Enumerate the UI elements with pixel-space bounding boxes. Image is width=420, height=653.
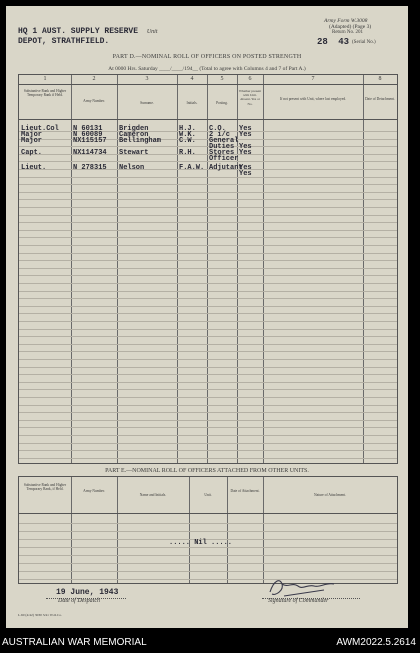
- row-rule: [19, 146, 397, 147]
- column-header-surname: Surname.: [140, 101, 154, 105]
- column-header-posting: Posting.: [216, 101, 228, 105]
- header-rule: [19, 84, 397, 85]
- cell-surname: Nelson: [119, 164, 145, 172]
- col-divider: [189, 477, 190, 583]
- cell-army-number: N 278315: [73, 164, 107, 172]
- row-rule: [19, 427, 397, 428]
- row-rule: [19, 177, 397, 178]
- row-rule: [19, 329, 397, 330]
- cell-surname: Cameron: [119, 131, 149, 139]
- e-header-attachment-nature: Nature of Attachment.: [313, 493, 347, 497]
- row-rule: [19, 547, 397, 548]
- row-rule: [19, 237, 397, 238]
- row-rule: [19, 222, 397, 223]
- e-header-name: Name and Initials.: [139, 493, 167, 497]
- row-rule: [19, 291, 397, 292]
- row-rule: [19, 313, 397, 314]
- column-header-detachment-date: Date of Detachment.: [365, 97, 395, 101]
- cell-present: Yes: [239, 131, 252, 139]
- row-rule: [19, 306, 397, 307]
- col-number: 5: [220, 76, 224, 82]
- archive-name: AUSTRALIAN WAR MEMORIAL: [2, 637, 147, 648]
- row-rule: [19, 555, 397, 556]
- row-rule: [19, 359, 397, 360]
- row-rule: [19, 382, 397, 383]
- print-note: L.60 (4/42) 3030 3/41 W.O.Co.: [18, 613, 62, 617]
- row-rule: [19, 571, 397, 572]
- part-d-subtitle: At 0000 Hrs. Saturday ____/____/194__ (Total to agree with Columns 4 and 7 of Part A.): [108, 66, 306, 72]
- col-number: 6: [248, 76, 252, 82]
- row-rule: [19, 374, 397, 375]
- row-rule: [19, 298, 397, 299]
- e-header-unit: Unit.: [204, 493, 212, 497]
- row-rule: [19, 245, 397, 246]
- part-e-title: PART E.—NOMINAL ROLL OF OFFICERS ATTACHED FROM OTHER UNITS.: [105, 468, 309, 474]
- e-header-attachment-date: Date of Attachment.: [230, 489, 260, 493]
- col-number: 7: [311, 76, 315, 82]
- form-ref-line1: Army Form W.3008: [324, 18, 368, 24]
- cell-present: Yes: [239, 125, 252, 133]
- unit-line1: [18, 27, 158, 36]
- column-header-rank: Substantive Rank and Higher Temporary Rank if Held.: [23, 89, 67, 98]
- e-header-army-number: Army Number.: [83, 489, 105, 493]
- return-number: [317, 37, 349, 47]
- col-number: 3: [145, 76, 149, 82]
- cell-surname: Bellingham: [119, 137, 162, 145]
- unit-label: Unit: [146, 29, 158, 35]
- row-rule: [19, 458, 397, 459]
- col-divider: [263, 477, 264, 583]
- nil-entry: ..... Nil .....: [169, 539, 233, 547]
- cell-initials: C.W.: [179, 137, 196, 145]
- row-rule: [19, 351, 397, 352]
- archive-caption-bar: [0, 634, 420, 653]
- part-d-table: [18, 74, 398, 464]
- header-rule: [19, 513, 397, 514]
- row-rule: [19, 531, 397, 532]
- column-header-present: Whether present with Unit. Absent. Yes or No.: [238, 89, 262, 106]
- row-rule: [19, 192, 397, 193]
- cell-present: Yes: [239, 149, 252, 157]
- row-rule: [19, 405, 397, 406]
- row-rule: [19, 215, 397, 216]
- header-rule: [19, 119, 397, 120]
- row-rule: [19, 443, 397, 444]
- row-rule: [19, 260, 397, 261]
- row-rule: [19, 450, 397, 451]
- form-ref-line2: (Adapted) (Page 3): [329, 24, 372, 30]
- row-rule: [19, 321, 397, 322]
- e-header-rank: Substantive Rank and Higher Temporary Rank, if Held.: [23, 483, 67, 492]
- cell-rank: Major: [21, 131, 43, 139]
- return-year: 43: [338, 37, 350, 47]
- row-rule: [19, 184, 397, 185]
- col-divider: [117, 477, 118, 583]
- cell-present: Yes: [239, 164, 252, 172]
- part-d-title: PART D.—NOMINAL ROLL OF OFFICERS ON POSTED STRENGTH: [112, 54, 302, 60]
- column-header-army-number: Army Number.: [83, 99, 105, 103]
- cell-posting: Stores: [209, 149, 235, 157]
- cell-initials: F.A.W.: [179, 164, 205, 172]
- column-header-last-employed: If not present with Unit, where last employed.: [279, 97, 347, 101]
- row-rule: [19, 268, 397, 269]
- row-rule: [19, 199, 397, 200]
- row-rule: [19, 336, 397, 337]
- cell-rank: Lieut.Col: [21, 125, 59, 133]
- cell-rank: Major: [21, 137, 43, 145]
- cell-posting: General: [209, 137, 239, 145]
- row-rule: [19, 412, 397, 413]
- part-e-table: [18, 476, 398, 584]
- document-sheet: [6, 6, 408, 628]
- cell-rank: Capt.: [21, 149, 43, 157]
- cell-rank: Lieut.: [21, 164, 47, 172]
- despatch-label: Date of Despatch: [58, 598, 100, 604]
- cell-posting: Adjutant: [209, 164, 243, 172]
- cell-present: Yes: [239, 170, 252, 178]
- row-rule: [19, 207, 397, 208]
- col-divider: [227, 477, 228, 583]
- row-rule: [19, 435, 397, 436]
- cell-present: Yes: [239, 143, 252, 151]
- serial-label: (Serial No.): [352, 40, 376, 45]
- cell-posting: Duties: [209, 143, 235, 151]
- row-rule: [19, 523, 397, 524]
- unit-name: HQ 1 AUST. SUPPLY RESERVE: [18, 27, 139, 36]
- return-number-value: 28: [317, 37, 328, 47]
- column-header-initials: Initials.: [186, 101, 198, 105]
- cell-posting: Officer: [209, 155, 239, 163]
- cell-surname: Brigden: [119, 125, 149, 133]
- cell-army-number: NX115157: [73, 137, 107, 145]
- despatch-date: 19 June, 1943: [56, 588, 119, 597]
- row-rule: [19, 283, 397, 284]
- archive-reference: AWM2022.5.2614: [336, 637, 416, 648]
- signature-label: Signature of Commander: [268, 598, 329, 604]
- cell-initials: H.J.: [179, 125, 196, 133]
- col-number: 1: [43, 76, 47, 82]
- cell-surname: Stewart: [119, 149, 149, 157]
- row-rule: [19, 397, 397, 398]
- cell-army-number: N 60131: [73, 125, 103, 133]
- row-rule: [19, 389, 397, 390]
- row-rule: [19, 230, 397, 231]
- cell-posting: C.O.: [209, 125, 226, 133]
- row-rule: [19, 161, 397, 162]
- row-rule: [19, 253, 397, 254]
- col-number: 4: [190, 76, 194, 82]
- cell-initials: R.H.: [179, 149, 196, 157]
- unit-line2: DEPOT, STRATHFIELD.: [18, 37, 110, 46]
- row-rule: [19, 420, 397, 421]
- col-divider: [71, 477, 72, 583]
- cell-army-number: N 60089: [73, 131, 103, 139]
- col-number: 8: [378, 76, 382, 82]
- row-rule: [19, 367, 397, 368]
- cell-posting: 2 i/c: [209, 131, 231, 139]
- row-rule: [19, 344, 397, 345]
- row-rule: [19, 275, 397, 276]
- cell-army-number: NX114734: [73, 149, 107, 157]
- form-ref-line3: Return No. 201: [332, 30, 363, 35]
- row-rule: [19, 563, 397, 564]
- col-number: 2: [92, 76, 96, 82]
- cell-initials: W.K.: [179, 131, 196, 139]
